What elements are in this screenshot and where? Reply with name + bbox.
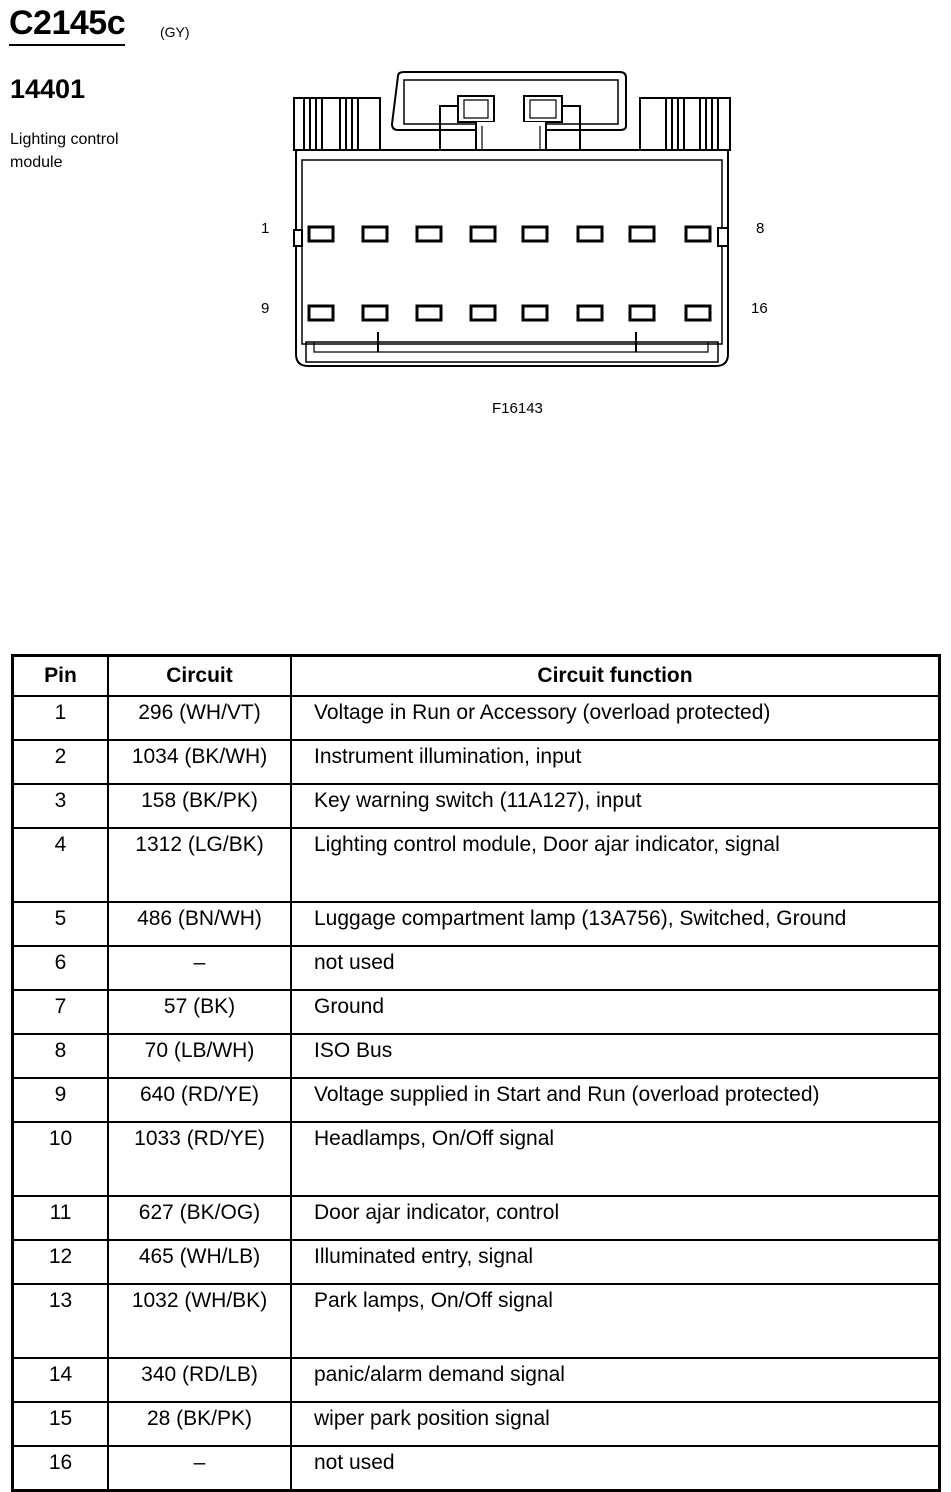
- table-row: [13, 990, 940, 1034]
- figure-reference: F16143: [492, 400, 543, 417]
- function-cell: Headlamps, On/Off signal: [291, 1122, 940, 1196]
- connector-face-diagram: [280, 66, 740, 386]
- circuit-cell: –: [108, 946, 291, 990]
- pin-cell: 1: [13, 696, 109, 740]
- table-row: [13, 1078, 940, 1122]
- part-description: Lighting control module: [10, 131, 119, 171]
- pin-cell: 7: [13, 990, 109, 1034]
- table-row: [13, 740, 940, 784]
- function-cell: panic/alarm demand signal: [291, 1358, 940, 1402]
- connector-title: [9, 2, 125, 46]
- pin-table: [11, 654, 941, 1492]
- pin-cell: 12: [13, 1240, 109, 1284]
- circuit-cell: 296 (WH/VT): [108, 696, 291, 740]
- function-cell: Luggage compartment lamp (13A756), Switched, Ground: [291, 902, 940, 946]
- circuit-cell: 70 (LB/WH): [108, 1034, 291, 1078]
- pin-cavity-8: [686, 227, 710, 241]
- function-cell: Illuminated entry, signal: [291, 1240, 940, 1284]
- pin-cavity-4: [471, 227, 495, 241]
- pin-cavity-11: [417, 306, 441, 320]
- circuit-cell: 627 (BK/OG): [108, 1196, 291, 1240]
- pin-cavity-9: [309, 306, 333, 320]
- circuit-cell: 1034 (BK/WH): [108, 740, 291, 784]
- pin-cell: 10: [13, 1122, 109, 1196]
- pin-cell: 16: [13, 1446, 109, 1491]
- pin-label-9: 9: [261, 300, 270, 317]
- function-cell: wiper park position signal: [291, 1402, 940, 1446]
- circuit-cell: 465 (WH/LB): [108, 1240, 291, 1284]
- pin-cell: 8: [13, 1034, 109, 1078]
- pin-cavity-5: [523, 227, 547, 241]
- pin-cavity-14: [578, 306, 602, 320]
- pin-cell: 11: [13, 1196, 109, 1240]
- table-header-row: [13, 656, 940, 697]
- function-cell: not used: [291, 1446, 940, 1491]
- table-row: [13, 828, 940, 902]
- pin-cavity-10: [363, 306, 387, 320]
- circuit-cell: 1032 (WH/BK): [108, 1284, 291, 1358]
- header-function: Circuit function: [291, 656, 940, 697]
- function-cell: Lighting control module, Door ajar indicator, signal: [291, 828, 940, 902]
- pin-cell: 3: [13, 784, 109, 828]
- pin-cavity-12: [471, 306, 495, 320]
- pin-cavity-16: [686, 306, 710, 320]
- circuit-cell: 57 (BK): [108, 990, 291, 1034]
- function-cell: Park lamps, On/Off signal: [291, 1284, 940, 1358]
- table-row: [13, 784, 940, 828]
- pin-label-16: 16: [751, 300, 768, 317]
- connector-id: C2145c: [9, 2, 125, 46]
- pin-cell: 15: [13, 1402, 109, 1446]
- function-cell: Voltage supplied in Start and Run (overload protected): [291, 1078, 940, 1122]
- pin-cell: 6: [13, 946, 109, 990]
- table-row: [13, 1284, 940, 1358]
- pin-cavity-6: [578, 227, 602, 241]
- circuit-cell: 1312 (LG/BK): [108, 828, 291, 902]
- header-pin: Pin: [13, 656, 109, 697]
- function-cell: not used: [291, 946, 940, 990]
- function-cell: Voltage in Run or Accessory (overload protected): [291, 696, 940, 740]
- table-row: [13, 902, 940, 946]
- table-row: [13, 1196, 940, 1240]
- table-row: [13, 1122, 940, 1196]
- pin-cell: 2: [13, 740, 109, 784]
- function-cell: ISO Bus: [291, 1034, 940, 1078]
- table-row: [13, 696, 940, 740]
- pin-cavity-13: [523, 306, 547, 320]
- circuit-cell: 640 (RD/YE): [108, 1078, 291, 1122]
- table-row: [13, 1034, 940, 1078]
- connector-color: (GY): [160, 24, 190, 40]
- circuit-cell: 158 (BK/PK): [108, 784, 291, 828]
- pin-cavity-7: [630, 227, 654, 241]
- circuit-cell: 340 (RD/LB): [108, 1358, 291, 1402]
- circuit-cell: 486 (BN/WH): [108, 902, 291, 946]
- pin-cell: 13: [13, 1284, 109, 1358]
- pin-cell: 14: [13, 1358, 109, 1402]
- pin-cavity-1: [309, 227, 333, 241]
- table-row: [13, 1240, 940, 1284]
- pin-cell: 4: [13, 828, 109, 902]
- pin-cavity-2: [363, 227, 387, 241]
- function-cell: Key warning switch (11A127), input: [291, 784, 940, 828]
- table-row: [13, 1358, 940, 1402]
- circuit-cell: –: [108, 1446, 291, 1491]
- pin-cavity-15: [630, 306, 654, 320]
- circuit-cell: 1033 (RD/YE): [108, 1122, 291, 1196]
- function-cell: Ground: [291, 990, 940, 1034]
- table-row: [13, 1446, 940, 1491]
- pin-cell: 5: [13, 902, 109, 946]
- part-number: 14401: [10, 74, 86, 104]
- pin-cavity-3: [417, 227, 441, 241]
- function-cell: Instrument illumination, input: [291, 740, 940, 784]
- pin-label-8: 8: [756, 220, 765, 237]
- table-row: [13, 946, 940, 990]
- function-cell: Door ajar indicator, control: [291, 1196, 940, 1240]
- circuit-cell: 28 (BK/PK): [108, 1402, 291, 1446]
- table-row: [13, 1402, 940, 1446]
- header-circuit: Circuit: [108, 656, 291, 697]
- pin-label-1: 1: [261, 220, 270, 237]
- pin-cell: 9: [13, 1078, 109, 1122]
